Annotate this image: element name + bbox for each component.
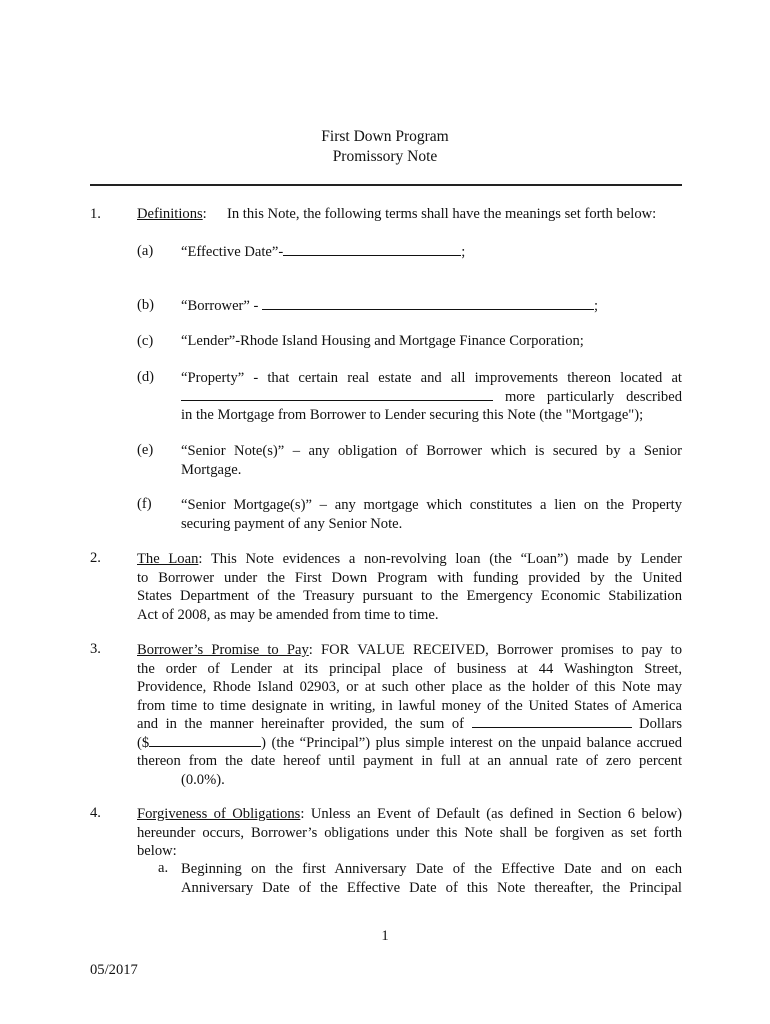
item-c-lender: “Lender”-Rhode Island Housing and Mortgage Finance Corporation; [181, 333, 584, 349]
item-f-senior-mortgages: “Senior Mortgage(s)” – any mortgage which constitutes a lien on the Property securing payment of any Senior Note. [181, 497, 682, 532]
item-d-label: (d) [137, 369, 155, 385]
section-4-number: 4. [90, 805, 101, 821]
section-2-heading: The Loan [137, 551, 199, 567]
section-2-number: 2. [90, 550, 101, 566]
section-1-number: 1. [90, 206, 101, 222]
principal-amount-blank [149, 734, 261, 747]
item-a-label: (a) [137, 243, 154, 259]
section-3-number: 3. [90, 641, 101, 657]
form-date-code: 05/2017 [90, 962, 138, 978]
item-e-senior-notes: “Senior Note(s)” – any obligation of Borrower which is secured by a Senior Mortgage. [181, 443, 682, 478]
document-subtitle: Promissory Note [332, 148, 438, 165]
borrower-blank [262, 297, 594, 310]
section-4-heading: Forgiveness of Obligations [137, 806, 301, 822]
title-divider [90, 184, 682, 186]
effective-date-blank [283, 243, 461, 256]
document-title: First Down Program [321, 128, 449, 145]
section-4-sub-a-label: a. [158, 860, 169, 876]
item-b-borrower: “Borrower” - ; [181, 298, 599, 314]
section-2-body: The Loan: This Note evidences a non-revolving loan (the “Loan”) made by Lender to Borrower under the First Down Program with funding provided by the United States Department of the Treasury pursuant to the Emergency Economic Stabilization Act of 2008, as may be amended from time to time. [137, 551, 682, 623]
item-d-property: “Property” - that certain real estate and all improvements thereon located at more particularly described in the Mortgage from Borrower to Lender securing this Note (the "Mortgage"); [181, 370, 682, 423]
item-a-effective-date: “Effective Date”- ; [181, 244, 466, 260]
item-e-label: (e) [137, 442, 154, 458]
property-address-blank [181, 388, 493, 401]
principal-words-blank [472, 715, 632, 728]
item-c-label: (c) [137, 333, 154, 349]
section-3-heading: Borrower’s Promise to Pay [137, 642, 309, 658]
section-4-sub-a: Beginning on the first Anniversary Date of the Effective Date and on each Anniversary Date of the Effective Date of this Note thereafter, the Principal [181, 861, 682, 896]
item-f-label: (f) [137, 496, 152, 512]
section-1-heading: Definitions [137, 206, 203, 222]
item-b-label: (b) [137, 297, 155, 313]
page-number: 1 [381, 928, 389, 944]
section-1-intro: In this Note, the following terms shall have the meanings set forth below: [227, 206, 657, 222]
section-1-heading-line: Definitions: [137, 206, 207, 222]
section-4-body: Forgiveness of Obligations: Unless an Event of Default (as defined in Section 6 below) hereunder occurs, Borrower’s obligations under this Note shall be forgiven as set forth below: [137, 806, 683, 859]
section-3-body: Borrower’s Promise to Pay: FOR VALUE RECEIVED, Borrower promises to pay to the order of Lender at its principal place of business at 44 Washington Street, Providence, Rhode Island 02903, or at such other place as the holder of this Note may from time to time designate in writing, in lawful money of the United States of America and in the manner hereinafter provided, the sum of Dollars ($ ) (the “Principal”) plus simple interest on the unpaid balance accrued thereon from the date hereof until payment in full at an annual rate of zero percent (0.0%). [137, 642, 682, 788]
